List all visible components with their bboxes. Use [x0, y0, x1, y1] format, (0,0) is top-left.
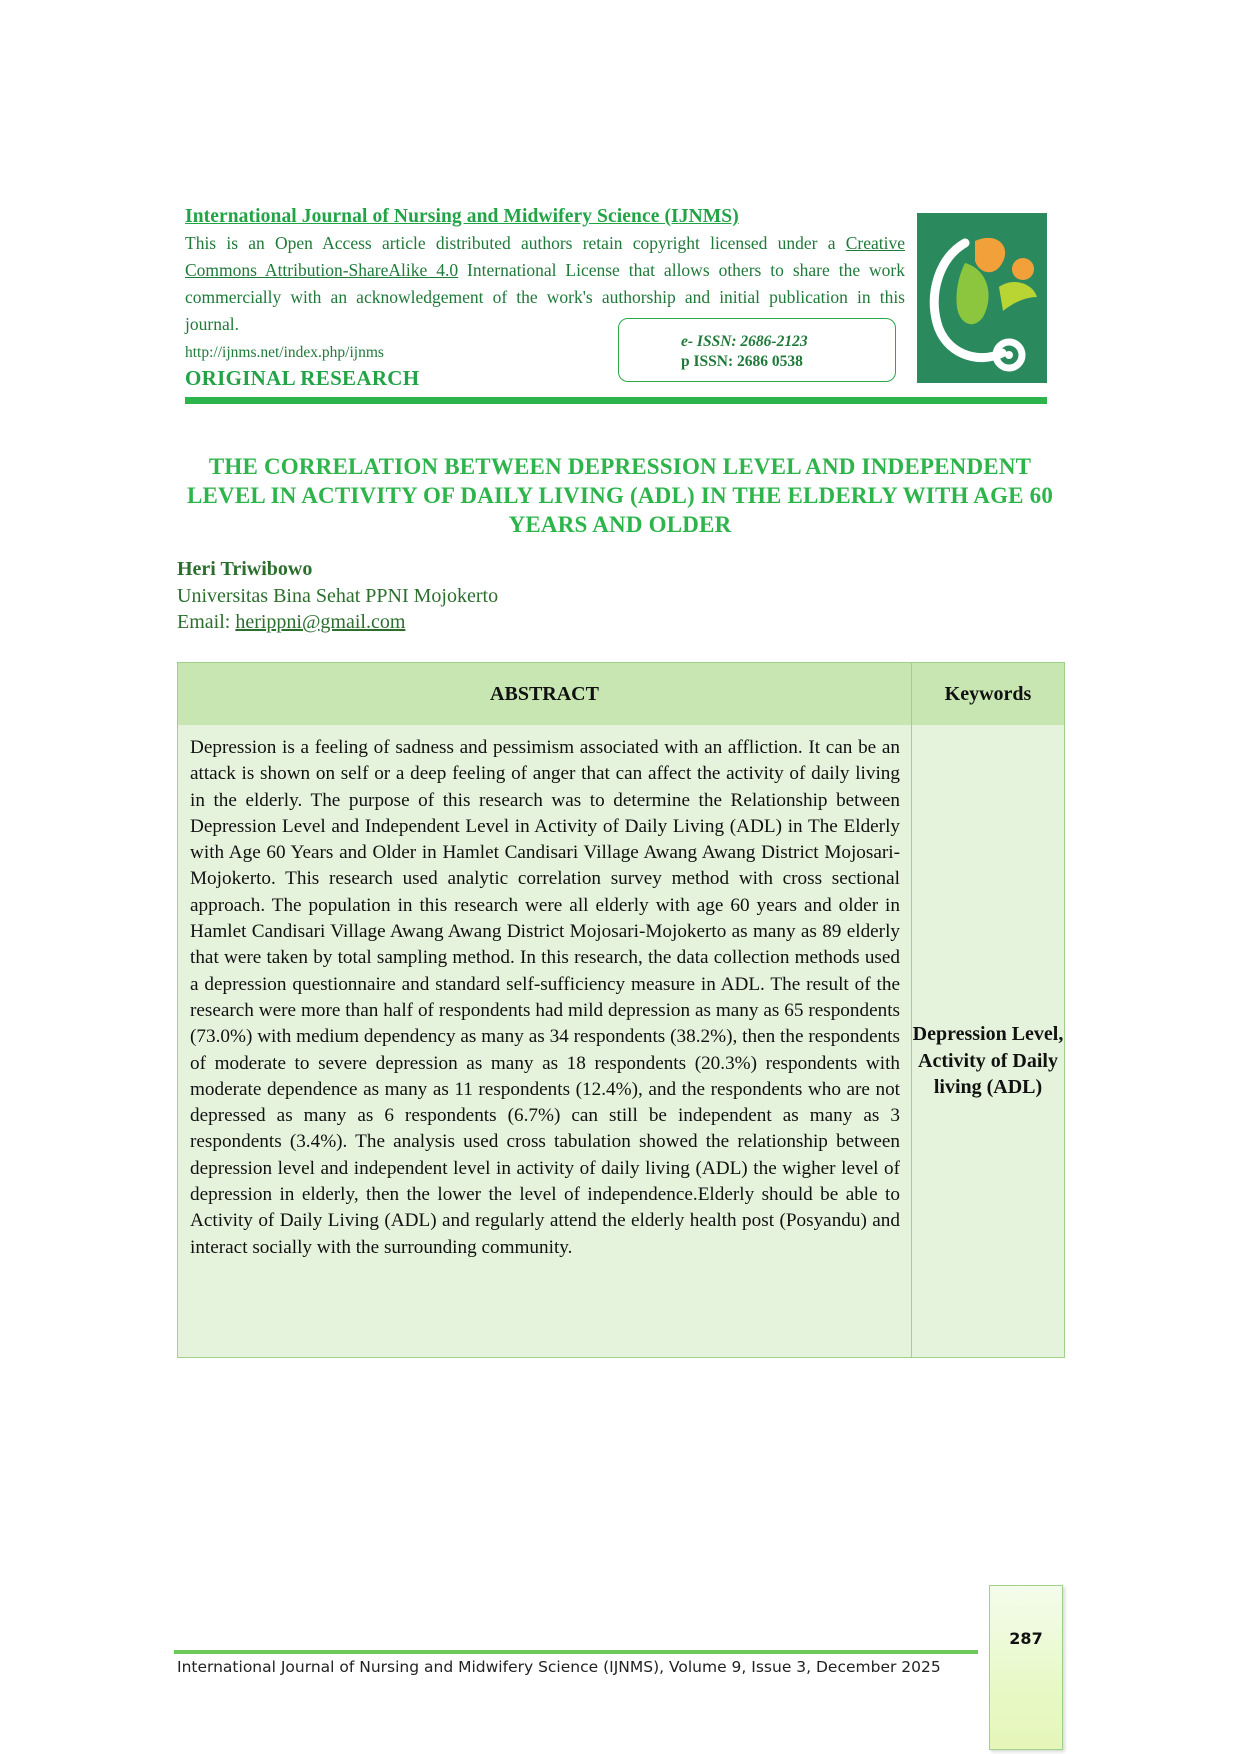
p-issn: p ISSN: 2686 0538 — [681, 353, 803, 370]
header-divider — [185, 397, 1047, 404]
e-issn: e- ISSN: 2686-2123 — [681, 333, 808, 350]
abstract-text: Depression is a feeling of sadness and pessimism associated with an affliction. It can be an attack is shown on self or a deep feeling of anger that can affect the activity of daily living in the elderly. The purpose of this research was to determine the Relationship between Depression Level and Independent Level in Activity of Daily Living (ADL) in The Elderly with Age 60 Years and Older in Hamlet Candisari Village Awang Awang District Mojosari-Mojokerto. This research used analytic correlation survey method with cross sectional approach. The population in this research were all elderly with age 60 years and older in Hamlet Candisari Village Awang Awang District Mojosari-Mojokerto as many as 89 elderly that were taken by total sampling method. In this research, the data collection methods used a depression questionnaire and standard self-sufficiency measure in ADL. The result of the research were more than half of respondents had mild depression as many as 65 respondents (73.0%) with medium dependency as many as 34 respondents (38.2%), then the respondents of moderate to severe depression as many as 18 respondents (20.3%) respondents with moderate dependence as many as 11 respondents (12.4%), and the respondents who are not depressed as many as 6 respondents (6.7%) can still be independent as many as 3 respondents (3.4%). The analysis used cross tabulation showed the relationship between depression level and independent level in activity of daily living (ADL) the wigher level of depression in elderly, then the lower the level of independence.Elderly should be able to Activity of Daily Living (ADL) and regularly attend the elderly health post (Posyandu) and interact socially with the surrounding community. — [190, 737, 900, 1258]
email-label: Email: — [177, 611, 236, 633]
issn-box — [618, 318, 896, 382]
license-text-post: International License that allows others to share the work commercially with an acknowledgement of the work's authorship and initial publication in this journal. — [185, 260, 905, 334]
abstract-table — [177, 662, 1065, 1358]
section-label: ORIGINAL RESEARCH — [185, 366, 420, 390]
license-text-pre: This is an Open Access article distributed authors retain copyright licensed under a — [185, 233, 846, 253]
footer-citation: International Journal of Nursing and Midwifery Science (IJNMS), Volume 9, Issue 3, December 2025 — [177, 1658, 941, 1676]
email-link[interactable]: herippni@gmail.com — [235, 611, 406, 633]
journal-title[interactable]: International Journal of Nursing and Midwifery Science (IJNMS) — [185, 206, 739, 227]
footer-divider — [174, 1650, 978, 1654]
journal-url[interactable]: http://ijnms.net/index.php/ijnms — [185, 344, 384, 361]
author-name: Heri Triwibowo — [177, 558, 313, 580]
keywords-heading: Keywords — [944, 683, 1032, 705]
page-number: 287 — [1009, 1629, 1043, 1648]
creative-commons-link[interactable]: Creative Commons Attribution-ShareAlike 4.0 — [185, 233, 905, 280]
author-affiliation: Universitas Bina Sehat PPNI Mojokerto — [177, 585, 499, 607]
journal-logo — [917, 213, 1047, 383]
abstract-body-content — [178, 725, 1064, 1357]
author-email — [177, 611, 405, 634]
keywords-text: Depression Level, Activity of Daily living (ADL) — [912, 1023, 1064, 1098]
stethoscope-logo-icon — [917, 213, 1047, 383]
abstract-heading: ABSTRACT — [490, 683, 599, 705]
article-title: THE CORRELATION BETWEEN DEPRESSION LEVEL AND INDEPENDENT LEVEL IN ACTIVITY OF DAILY LIVING (ADL) IN THE ELDERLY WITH AGE 60 YEARS AND OLDER — [186, 454, 1054, 537]
page-number-tab — [989, 1585, 1063, 1750]
